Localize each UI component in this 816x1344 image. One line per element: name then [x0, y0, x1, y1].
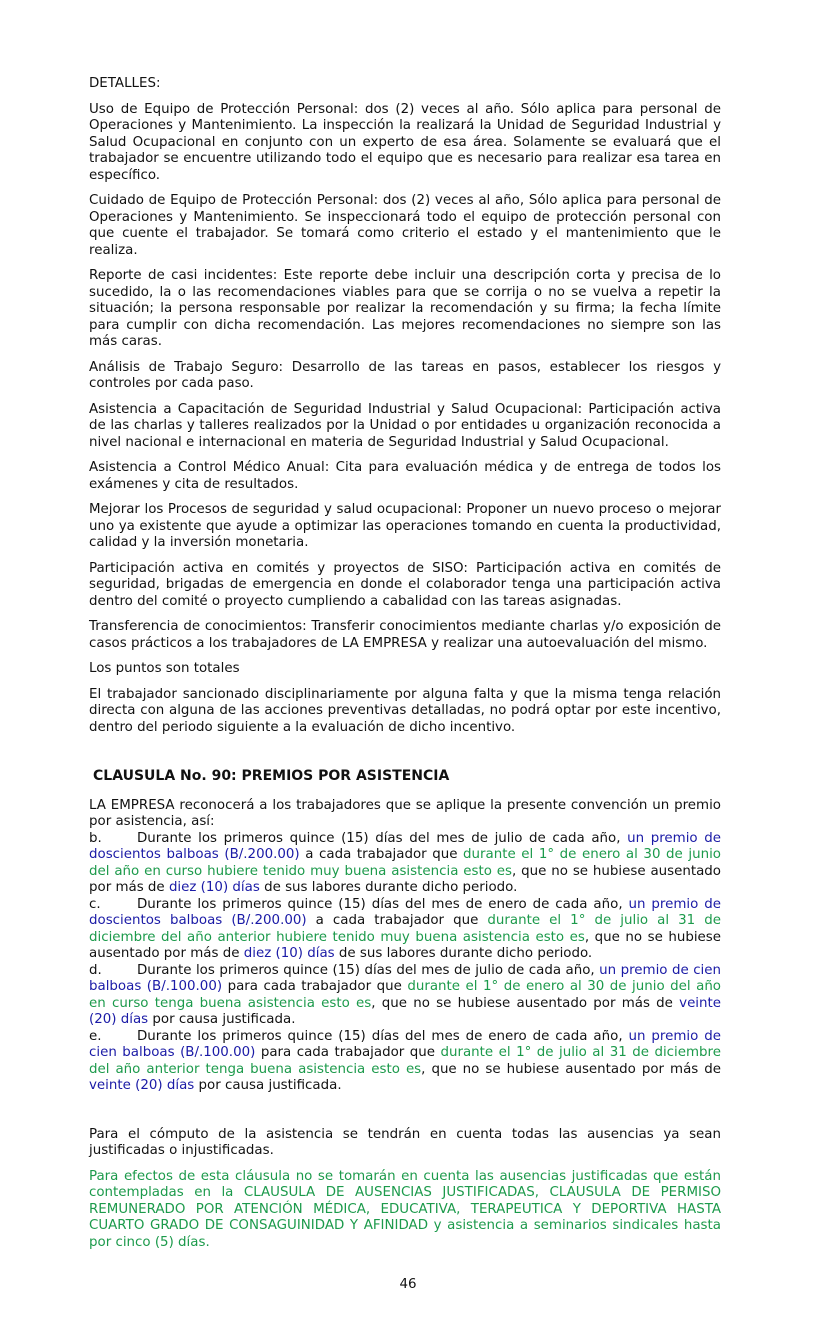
- item-text: de sus labores durante dicho periodo.: [259, 880, 518, 895]
- prize-amount: un premio de cien balboas (B/.100.00): [89, 962, 722, 994]
- page-number: 46: [399, 1277, 417, 1292]
- item-text: de sus labores durante dicho periodo.: [334, 946, 593, 961]
- efectos-paragraph: Para efectos de esta cláusula no se tomarán en cuenta las ausencias justificadas que están contempladas en la CLAUSULA DE AUSENCIAS JUSTIFICADAS, CLAUSULA DE PERMISO REMUNERADO POR ATENCIÓN MÉDICA, EDUCATIVA, TERAPEUTICA Y DEPORTIVA HASTA CUARTO GRADO DE CONSAGUINIDAD Y AFINIDAD y asistencia a seminarios sindicales hasta por cinco (5) días.: [89, 1168, 721, 1250]
- detail-paragraph: Reporte de casi incidentes: Este reporte debe incluir una descripción corta y precisa de lo sucedido, la o las recomendaciones viables para que se corrija o no se vuelva a repetir la situación; la persona responsable por realizar la recomendación y su firma; la fecha límite para cumplir con dicha recomendación. Las mejores recomendaciones no siempre son las más caras.: [89, 268, 721, 349]
- detail-paragraph: Uso de Equipo de Protección Personal: dos (2) veces al año. Sólo aplica para personal de Operaciones y Mantenimiento. La inspección la realizará la Unidad de Seguridad Industrial y Salud Ocupacional en conjunto con un experto de esa área. Solamente se evaluará que el trabajador se encuentre utilizando todo el equipo que es necesario para realizar esa tarea en específico.: [89, 101, 721, 183]
- item-text: Durante los primeros quince (15) días del mes de enero de cada año,: [137, 1028, 629, 1044]
- detail-paragraph: Transferencia de conocimientos: Transferir conocimientos mediante charlas y/o exposición de casos prácticos a los trabajadores de LA EMPRESA y realizar una autoevaluación del mismo.: [89, 619, 721, 651]
- detail-paragraph: Asistencia a Capacitación de Seguridad Industrial y Salud Ocupacional: Participación activa de las charlas y talleres realizados por la Unidad o por entidades u organización reconocida a nivel nacional e internacional en materia de Seguridad Industrial y Salud Ocupacional.: [89, 401, 721, 450]
- item-text: por causa justificada.: [148, 1012, 296, 1027]
- item-text: , que no se hubiese ausentado por más de: [421, 1061, 722, 1077]
- item-text: para cada trabajador que: [255, 1045, 441, 1060]
- clause-item-e: [89, 1029, 721, 1095]
- detail-paragraph: Análisis de Trabajo Seguro: Desarrollo de las tareas en pasos, establecer los riesgos y controles por cada paso.: [89, 359, 721, 391]
- absence-limit: diez (10) días: [243, 946, 335, 961]
- clause-item-b: [89, 831, 721, 897]
- item-text: para cada trabajador que: [222, 979, 408, 994]
- detail-paragraph: Asistencia a Control Médico Anual: Cita para evaluación médica y de entrega de todos los exámenes y cita de resultados.: [89, 460, 721, 492]
- item-text: por causa justificada.: [194, 1078, 342, 1093]
- clause-intro: LA EMPRESA reconocerá a los trabajadores que se aplique la presente convención un premio por asistencia, así:: [89, 797, 721, 829]
- item-label: c.: [89, 896, 101, 912]
- period-condition: durante el 1° de enero al 30 de junio del año en curso hubiere tenido muy buena asistencia esto es: [89, 847, 721, 879]
- detail-paragraph: Los puntos son totales: [89, 661, 240, 676]
- item-text: Durante los primeros quince (15) días del mes de julio de cada año,: [137, 962, 600, 978]
- item-label: b.: [89, 830, 102, 846]
- prize-amount: un premio de doscientos balboas (B/.200.00): [89, 830, 721, 862]
- clause-title: CLAUSULA No. 90: PREMIOS POR ASISTENCIA: [93, 768, 450, 784]
- computo-paragraph: Para el cómputo de la asistencia se tendrán en cuenta todas las ausencias ya sean justificadas o injustificadas.: [89, 1126, 721, 1158]
- absence-limit: veinte (20) días: [89, 995, 721, 1027]
- item-text: Durante los primeros quince (15) días del mes de julio de cada año,: [137, 830, 628, 846]
- document-page: [89, 76, 721, 1260]
- prize-amount: un premio de cien balboas (B/.100.00): [89, 1028, 721, 1060]
- period-condition: durante el 1° de julio al 31 de diciembre del año anterior tenga buena asistencia esto es: [89, 1045, 721, 1077]
- clause-body: [89, 798, 721, 1095]
- clause-item-c: [89, 897, 721, 963]
- absence-limit: diez (10) días: [168, 880, 260, 895]
- item-text: , que no se hubiese ausentado por más de: [89, 929, 721, 961]
- detail-paragraph: Participación activa en comités y proyectos de SISO: Participación activa en comités de seguridad, brigadas de emergencia en donde el colaborador tenga una participación activa dentro del comité o proyecto cumpliendo a cabalidad con las tareas asignadas.: [89, 560, 721, 609]
- period-condition: durante el 1° de enero al 30 de junio del año en curso tenga buena asistencia esto es: [89, 979, 721, 1011]
- spacer: [89, 1095, 721, 1127]
- detail-paragraph: Cuidado de Equipo de Protección Personal: dos (2) veces al año, Sólo aplica para personal de Operaciones y Mantenimiento. Se inspeccionará todo el equipo de protección personal con que cuente el trabajador. Se tomará como criterio el estado y el mantenimiento que le realiza.: [89, 193, 721, 258]
- clause-item-d: [89, 963, 721, 1029]
- prize-amount: un premio de doscientos balboas (B/.200.00): [89, 896, 721, 928]
- item-label: d.: [89, 962, 102, 978]
- item-text: a cada trabajador que: [299, 847, 464, 862]
- item-text: a cada trabajador que: [306, 913, 488, 928]
- absence-limit: veinte (20) días: [89, 1078, 195, 1093]
- item-label: e.: [89, 1028, 102, 1044]
- item-text: , que no se hubiese ausentado por más de: [371, 995, 680, 1011]
- detail-paragraph: El trabajador sancionado disciplinariamente por alguna falta y que la misma tenga relación directa con alguna de las acciones preventivas detalladas, no podrá optar por este incentivo, dentro del periodo siguiente a la evaluación de dicho incentivo.: [89, 686, 721, 735]
- period-condition: durante el 1° de julio al 31 de diciembre del año anterior hubiere tenido muy buena asistencia esto es: [89, 913, 722, 945]
- section-heading: DETALLES:: [89, 76, 161, 91]
- item-text: Durante los primeros quince (15) días del mes de enero de cada año,: [137, 896, 629, 912]
- detail-paragraph: Mejorar los Procesos de seguridad y salud ocupacional: Proponer un nuevo proceso o mejorar uno ya existente que ayude a optimizar las operaciones tomando en cuenta la productividad, calidad y la inversión monetaria.: [89, 502, 721, 550]
- item-text: , que no se hubiese ausentado por más de: [89, 863, 721, 895]
